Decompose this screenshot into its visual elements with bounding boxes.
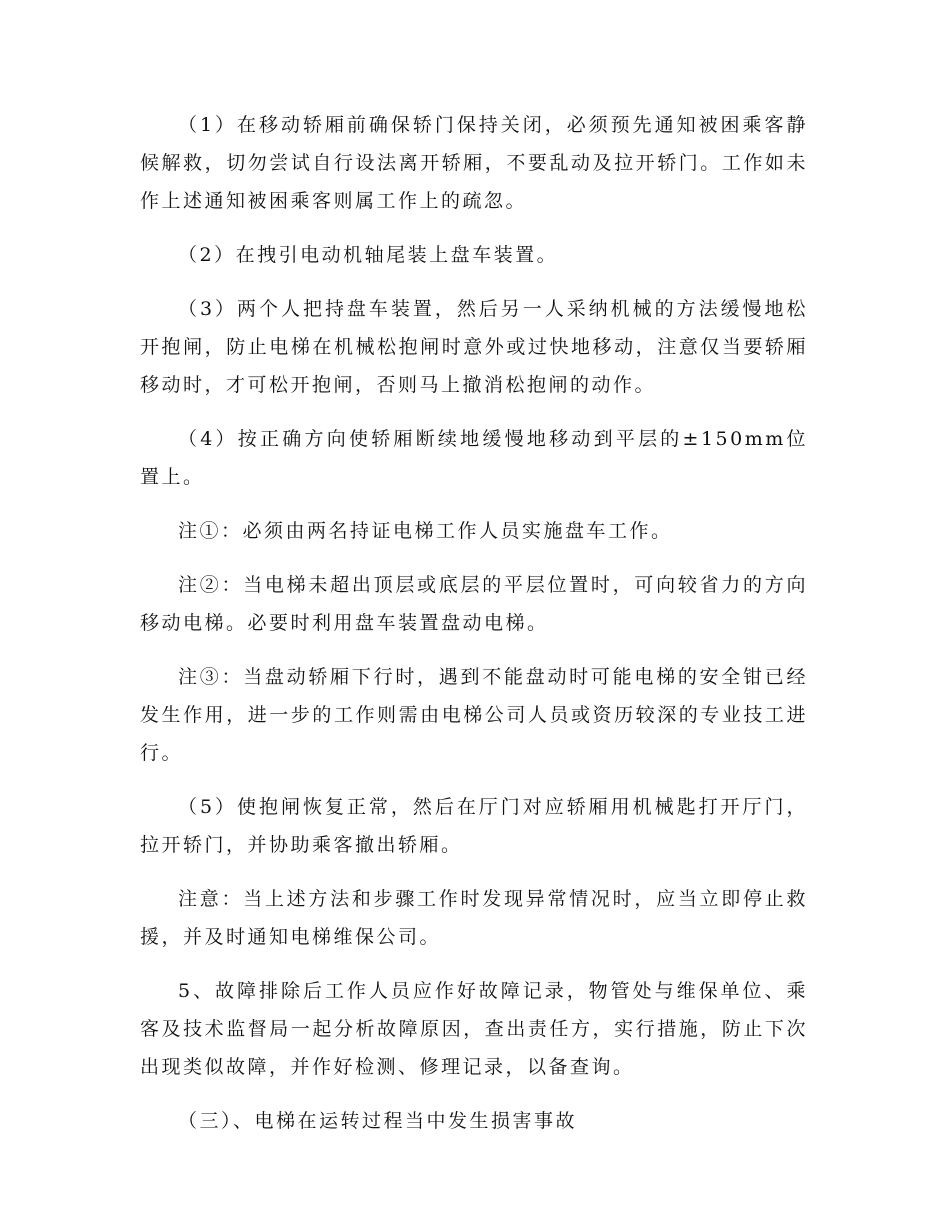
paragraph-caution: 注意：当上述方法和步骤工作时发现异常情况时，应当立即停止救援，并及时通知电梯维保公司。	[140, 888, 808, 948]
paragraph-step-5: （5）使抱闸恢复正常，然后在厅门对应轿厢用机械匙打开厅门，拉开轿门，并协助乘客撤出轿厢。	[140, 796, 808, 856]
section-heading: （三）、电梯在运转过程当中发生损害事故	[178, 1110, 578, 1132]
paragraph-step-1: （1）在移动轿厢前确保轿门保持关闭，必须预先通知被困乘客静候解救，切勿尝试自行设法离开轿厢，不要乱动及拉开轿门。工作如未作上述通知被困乘客则属工作上的疏忽。	[140, 114, 808, 212]
paragraph-step-4: （4）按正确方向使轿厢断续地缓慢地移动到平层的±150mm位置上。	[140, 428, 808, 488]
paragraph-note-2: 注②：当电梯未超出顶层或底层的平层位置时，可向较省力的方向移动电梯。必要时利用盘车装置盘动电梯。	[140, 574, 808, 634]
document-body	[140, 106, 808, 1140]
paragraph-step-3: （3）两个人把持盘车装置，然后另一人采纳机械的方法缓慢地松开抱闸，防止电梯在机械松抱闸时意外或过快地移动，注意仅当要轿厢移动时，才可松开抱闸，否则马上撤消松抱闸的动作。	[140, 298, 808, 396]
paragraph-item-5: 5、故障排除后工作人员应作好故障记录，物管处与维保单位、乘客及技术监督局一起分析故障原因，查出责任方，实行措施，防止下次出现类似故障，并作好检测、修理记录，以备查询。	[140, 980, 808, 1078]
paragraph-note-1: 注①：必须由两名持证电梯工作人员实施盘车工作。	[178, 520, 673, 542]
paragraph-step-2: （2）在拽引电动机轴尾装上盘车装置。	[178, 244, 559, 266]
paragraph-note-3: 注③：当盘动轿厢下行时，遇到不能盘动时可能电梯的安全钳已经发生作用，进一步的工作则需由电梯公司人员或资历较深的专业技工进行。	[140, 666, 808, 764]
